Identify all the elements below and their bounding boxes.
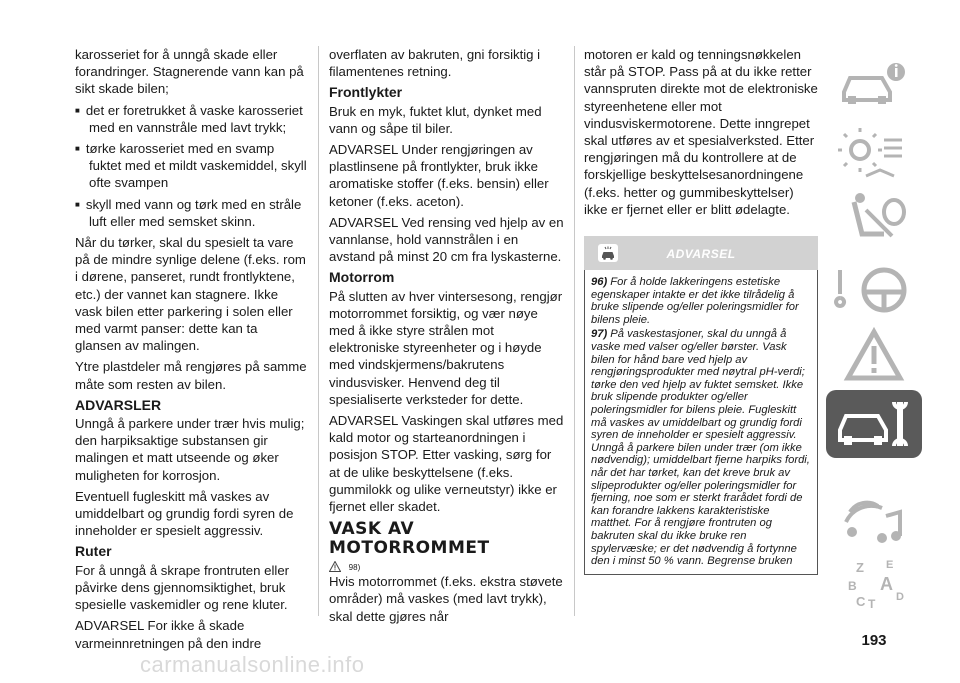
text-column-3 (584, 46, 818, 575)
seat-airbag-icon (826, 188, 922, 256)
warning-box (584, 270, 818, 575)
chapter-tab-dashboard[interactable] (826, 50, 922, 118)
index-letter: E (886, 559, 894, 571)
paragraph: motoren er kald og tenningsnøkkelen står på STOP. Pass på at du ikke retter vannspruten direkte mot de elektroniske styreenhetene eller mot vindusviskermotorene. Dette inngrepet skal utføres av et spesialverksted. Etter rengjøringen må du kontrollere at de forskjellige beskyttelsesanordningene (f.eks. hetter og gummibeskyttelser) ikke er fjernet eller er blitt ødelagte. (584, 47, 818, 217)
warning-title: ADVARSEL (666, 247, 736, 262)
index-letter: T (868, 597, 876, 611)
paragraph: ADVARSEL Ved rensing ved hjelp av en vannlanse, hold vannstrålen i en avstand på minst 20 cm fra lyskasterne. (329, 214, 564, 265)
warning-reference (329, 559, 564, 573)
paragraph: overflaten av bakruten, gni forsiktig i filamentenes retning. (329, 47, 541, 80)
chapter-tab-emergency[interactable] (826, 322, 922, 390)
column-divider (574, 46, 575, 616)
warning-number: 96) (591, 276, 608, 289)
paragraph: Ytre plastdeler må rengjøres på samme måte som resten av bilen. (75, 359, 307, 392)
index-letter: D (896, 591, 904, 603)
bullet-item: ■ det er foretrukket å vaske karosseriet med en vannstråle med lavt trykk; (75, 102, 307, 136)
page-number: 193 (861, 632, 887, 649)
paragraph: ADVARSEL Under rengjøringen av plastlinsene på frontlykter, bruk ikke aromatiske stoffer (f.eks. bensin) eller ketoner (f.eks. aceton). (329, 142, 549, 209)
chapter-tab-driving[interactable] (826, 256, 922, 324)
warning-text: For å holde lakkeringens estetiske egenskaper intakte er det ikke tilrådelig å bruke slipende og/eller poleringsmidler for bilens pleie. (591, 276, 799, 326)
index-letter: C (856, 594, 866, 609)
index-letter: B (848, 579, 857, 593)
index-letter: Z (856, 560, 864, 575)
paragraph: Unngå å parkere under trær hvis mulig; den harpiksaktige substansen gir malingen et matt utseende og øker muligheten for korrosjon. (75, 416, 305, 483)
index-letter: A (880, 574, 893, 594)
watermark: carmanualsonline.info (140, 652, 365, 677)
lights-icon (826, 120, 922, 188)
paragraph: På slutten av hver vintersesong, rengjør motorrommet forsiktig, og vær nøye med å ikke styre strålen mot elektroniske styreenheter og i høyde med vindskjermens/bakrutens vindusvisker. Henvend deg til spesialiserte verksteder for dette. (329, 288, 563, 407)
paragraph: Eventuell fugleskitt må vaskes av umiddelbart og grundig fordi syren de inneholder er spesielt aggressiv. (75, 488, 294, 539)
section-heading-line-1: VASK AV (329, 519, 415, 540)
multimedia-icon (826, 492, 922, 560)
text-column-2 (329, 46, 564, 629)
paragraph: Hvis motorrommet (f.eks. ekstra støvete områder) må vaskes (med lavt trykk), skal dette gjøres når (329, 574, 563, 624)
warning-text: På vaskestasjoner, skal du unngå å vaske med valser og/eller børster. Vask bilen for hånd bare ved hjelp av rengjøringsprodukter med nøytral pH-verdi; tørke den ved hjelp av fuktet semsket. Ikke bruk slipende produkter og/eller poleringsmidler for bilens pleie. Fugleskitt må vaskes av umiddelbart og grundig fordi syren de inneholder er spesielt aggressiv. Unngå å parkere bilen under trær (om ikke nødvendig); umiddelbart fjerne harpiks fordi, når det har tørket, kan det kreve bruk av slipeprodukter og/eller poleringsmidler for fjerning, noe som er sterkt frarådet fordi de kan forandre lakkens karakteristiske matthet. For å rengjøre frontruten og bakruten skal du ikke bruke ren spylervæske; er det nødvendig å fortynne den i minst 50 % vann. Begrense bruken (591, 328, 810, 568)
alphabet-index-icon (826, 556, 922, 624)
chapter-tab-multimedia[interactable] (826, 492, 922, 560)
paragraph: Bruk en myk, fuktet klut, dynket med vann og såpe til biler. (329, 103, 542, 136)
text-column-1 (75, 46, 307, 656)
heading-advarsler: ADVARSLER (75, 396, 162, 413)
steering-wheel-icon (826, 256, 922, 324)
warning-header (584, 236, 818, 270)
paragraph: ADVARSEL For ikke å skade varmeinnretningen på den indre (75, 618, 262, 651)
warning-triangle-car-icon (826, 322, 922, 390)
column-divider (318, 46, 319, 616)
chapter-tab-lights[interactable] (826, 120, 922, 188)
paragraph: karosseriet for å unngå skade eller forandringer. Stagnerende vann kan på sikt skade bilen; (75, 47, 304, 97)
car-wrench-icon (826, 390, 922, 458)
heading-frontlykter: Frontlykter (329, 84, 403, 101)
warning-number: 97) (591, 328, 608, 341)
car-info-icon (826, 50, 922, 118)
paragraph: ADVARSEL Vaskingen skal utføres med kald motor og starteanordningen i posisjon STOP. Etter vasking, sørg for at de ulike beskyttelsene (f.eks. gummilokk og ulike verneutstyr) ikke er fjernet eller skadet. (329, 413, 564, 515)
bullet-item: ■ skyll med vann og tørk med en stråle luft eller med semsket skinn. (75, 196, 307, 230)
heading-motorrom: Motorrom (329, 269, 395, 286)
heading-ruter: Ruter (75, 543, 112, 560)
reference-number: 98) (348, 563, 361, 573)
section-heading-line-2: MOTORROMMET (329, 538, 490, 559)
chapter-tab-safety[interactable] (826, 188, 922, 256)
paragraph: Når du tørker, skal du spesielt ta vare på de mindre synlige delene (f.eks. rom i dørene, panseret, rundt frontlyktene, etc.) der vannet kan stagnere. Ikke vask bilen etter parkering i solen eller med varmt panser: dette kan ta glansen av malingen. (75, 235, 306, 354)
paragraph: For å unngå å skrape frontruten eller påvirke dens gjennomsiktighet, bruk spesielle vaskemidler og rene kluter. (75, 562, 290, 613)
bullet-item: ■ tørke karosseriet med en svamp fuktet med et mildt vaskemiddel, skyll ofte svampen (75, 140, 307, 192)
chapter-tab-index[interactable] (826, 556, 922, 624)
chapter-tab-maintenance[interactable] (826, 390, 922, 458)
